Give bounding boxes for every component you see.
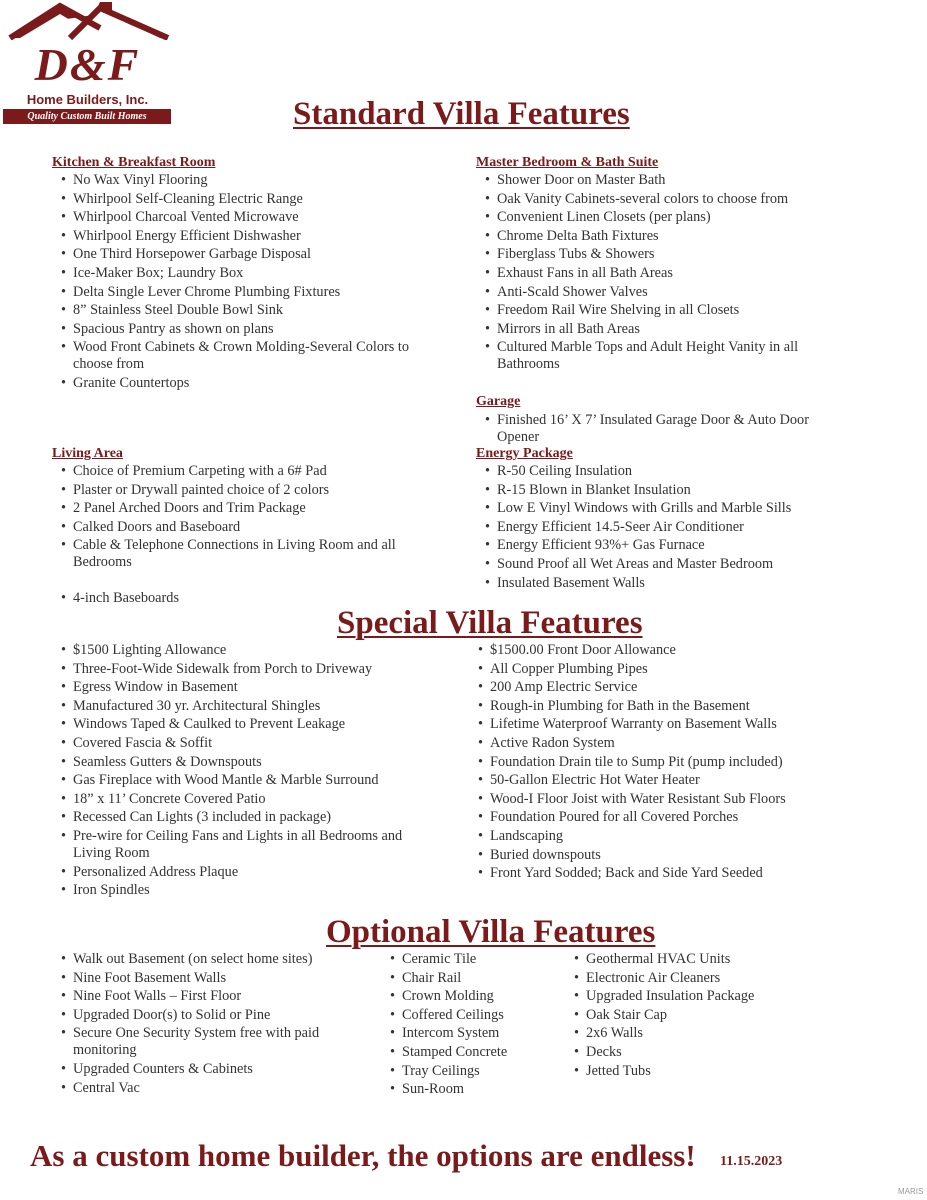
kitchen-heading: Kitchen & Breakfast Room — [52, 155, 216, 170]
list-item: • Whirlpool Charcoal Vented Microwave — [52, 209, 432, 226]
list-item: • Lifetime Waterproof Warranty on Basement Walls — [469, 716, 859, 733]
footer-slogan: As a custom home builder, the options are endless! — [30, 1138, 696, 1173]
list-item: • Sun-Room — [381, 1081, 551, 1098]
special-left-list — [52, 642, 432, 901]
list-item: • Egress Window in Basement — [52, 679, 432, 696]
list-item: • Cable & Telephone Connections in Living Room and all Bedrooms — [52, 537, 432, 571]
list-item: • Wood Front Cabinets & Crown Molding-Several Colors to choose from — [52, 339, 432, 373]
list-item: • $1500 Lighting Allowance — [52, 642, 432, 659]
company-logo — [0, 0, 175, 122]
list-item: • Manufactured 30 yr. Architectural Shingles — [52, 698, 432, 715]
list-item: • Decks — [565, 1044, 795, 1061]
list-item: • Cultured Marble Tops and Adult Height Vanity in all Bathrooms — [476, 339, 846, 373]
standard-features-title: Standard Villa Features — [293, 96, 630, 132]
list-item: • Coffered Ceilings — [381, 1007, 551, 1024]
list-item: • Anti-Scald Shower Valves — [476, 284, 846, 301]
list-item: • Whirlpool Self-Cleaning Electric Range — [52, 191, 432, 208]
list-item: • Chrome Delta Bath Fixtures — [476, 228, 846, 245]
list-item: • Low E Vinyl Windows with Grills and Marble Sills — [476, 500, 846, 517]
master-bath-list — [476, 172, 846, 375]
list-item: • Windows Taped & Caulked to Prevent Leakage — [52, 716, 432, 733]
living-area-list — [52, 463, 432, 573]
list-item: • Shower Door on Master Bath — [476, 172, 846, 189]
list-item: • Central Vac — [52, 1080, 352, 1097]
list-item: • Active Radon System — [469, 735, 859, 752]
list-item: • Convenient Linen Closets (per plans) — [476, 209, 846, 226]
energy-package-heading: Energy Package — [476, 446, 573, 461]
list-item: • Iron Spindles — [52, 882, 432, 899]
logo-letters: D&F — [34, 39, 141, 90]
special-right-list — [469, 642, 859, 884]
list-item: • Freedom Rail Wire Shelving in all Closets — [476, 302, 846, 319]
kitchen-list — [52, 172, 432, 394]
list-item: • Nine Foot Walls – First Floor — [52, 988, 352, 1005]
list-item: • Exhaust Fans in all Bath Areas — [476, 265, 846, 282]
list-item: • Upgraded Door(s) to Solid or Pine — [52, 1007, 352, 1024]
list-item: • Energy Efficient 14.5-Seer Air Conditioner — [476, 519, 846, 536]
list-item: • Electronic Air Cleaners — [565, 970, 795, 987]
list-item: • Seamless Gutters & Downspouts — [52, 754, 432, 771]
optional-col1-list — [52, 951, 352, 1098]
list-item: • Granite Countertops — [52, 375, 432, 392]
list-item: • Oak Stair Cap — [565, 1007, 795, 1024]
list-item: • Front Yard Sodded; Back and Side Yard Seeded — [469, 865, 859, 882]
list-item: • Landscaping — [469, 828, 859, 845]
list-item: • Intercom System — [381, 1025, 551, 1042]
energy-package-list — [476, 463, 846, 593]
list-item: • Jetted Tubs — [565, 1063, 795, 1080]
list-item: • Spacious Pantry as shown on plans — [52, 321, 432, 338]
list-item: • Mirrors in all Bath Areas — [476, 321, 846, 338]
list-item: • Stamped Concrete — [381, 1044, 551, 1061]
list-item: • Pre-wire for Ceiling Fans and Lights in all Bedrooms and Living Room — [52, 828, 432, 862]
list-item: • 4-inch Baseboards — [52, 590, 432, 607]
optional-col2-list — [381, 951, 551, 1100]
list-item: • Plaster or Drywall painted choice of 2 colors — [52, 482, 432, 499]
logo-tagline: Quality Custom Built Homes — [3, 109, 171, 124]
optional-col3-list — [565, 951, 795, 1081]
list-item: • Wood-I Floor Joist with Water Resistant Sub Floors — [469, 791, 859, 808]
list-item: • Nine Foot Basement Walls — [52, 970, 352, 987]
garage-heading: Garage — [476, 394, 521, 409]
list-item: • Geothermal HVAC Units — [565, 951, 795, 968]
footer-date: 11.15.2023 — [720, 1154, 783, 1169]
master-bath-heading: Master Bedroom & Bath Suite — [476, 155, 659, 170]
list-item: • No Wax Vinyl Flooring — [52, 172, 432, 189]
logo-company-name: Home Builders, Inc. — [26, 92, 149, 107]
list-item: • Ceramic Tile — [381, 951, 551, 968]
list-item: • 2 Panel Arched Doors and Trim Package — [52, 500, 432, 517]
watermark: MARIS — [898, 1187, 924, 1196]
list-item: • 8” Stainless Steel Double Bowl Sink — [52, 302, 432, 319]
house-roof-icon — [0, 0, 175, 40]
list-item: • Crown Molding — [381, 988, 551, 1005]
list-item: • Sound Proof all Wet Areas and Master Bedroom — [476, 556, 846, 573]
list-item: • Three-Foot-Wide Sidewalk from Porch to Driveway — [52, 661, 432, 678]
list-item: • One Third Horsepower Garbage Disposal — [52, 246, 432, 263]
list-item: • Personalized Address Plaque — [52, 864, 432, 881]
living-area-heading: Living Area — [52, 446, 123, 461]
list-item: • Finished 16’ X 7’ Insulated Garage Door & Auto Door Opener — [476, 412, 846, 446]
garage-list — [476, 412, 846, 448]
list-item: • Ice-Maker Box; Laundry Box — [52, 265, 432, 282]
list-item: • Upgraded Insulation Package — [565, 988, 795, 1005]
list-item: • Choice of Premium Carpeting with a 6# Pad — [52, 463, 432, 480]
list-item: • 200 Amp Electric Service — [469, 679, 859, 696]
list-item: • Buried downspouts — [469, 847, 859, 864]
list-item: • Foundation Poured for all Covered Porches — [469, 809, 859, 826]
list-item: • R-50 Ceiling Insulation — [476, 463, 846, 480]
list-item: • Delta Single Lever Chrome Plumbing Fixtures — [52, 284, 432, 301]
list-item: • Chair Rail — [381, 970, 551, 987]
list-item: • Walk out Basement (on select home sites) — [52, 951, 352, 968]
special-features-title: Special Villa Features — [337, 605, 643, 641]
list-item: • Insulated Basement Walls — [476, 575, 846, 592]
list-item: • 18” x 11’ Concrete Covered Patio — [52, 791, 432, 808]
list-item: • R-15 Blown in Blanket Insulation — [476, 482, 846, 499]
list-item: • Fiberglass Tubs & Showers — [476, 246, 846, 263]
list-item: • 2x6 Walls — [565, 1025, 795, 1042]
list-item: • Energy Efficient 93%+ Gas Furnace — [476, 537, 846, 554]
list-item: • Oak Vanity Cabinets-several colors to choose from — [476, 191, 846, 208]
list-item: • Tray Ceilings — [381, 1063, 551, 1080]
list-item: • $1500.00 Front Door Allowance — [469, 642, 859, 659]
list-item: • Covered Fascia & Soffit — [52, 735, 432, 752]
list-item: • Calked Doors and Baseboard — [52, 519, 432, 536]
list-item: • Secure One Security System free with paid monitoring — [52, 1025, 352, 1059]
optional-features-title: Optional Villa Features — [326, 914, 656, 950]
list-item: • Rough-in Plumbing for Bath in the Basement — [469, 698, 859, 715]
list-item: • Upgraded Counters & Cabinets — [52, 1061, 352, 1078]
list-item: • Recessed Can Lights (3 included in package) — [52, 809, 432, 826]
list-item: • All Copper Plumbing Pipes — [469, 661, 859, 678]
list-item: • 50-Gallon Electric Hot Water Heater — [469, 772, 859, 789]
list-item: • Gas Fireplace with Wood Mantle & Marble Surround — [52, 772, 432, 789]
list-item: • Foundation Drain tile to Sump Pit (pump included) — [469, 754, 859, 771]
list-item: • Whirlpool Energy Efficient Dishwasher — [52, 228, 432, 245]
